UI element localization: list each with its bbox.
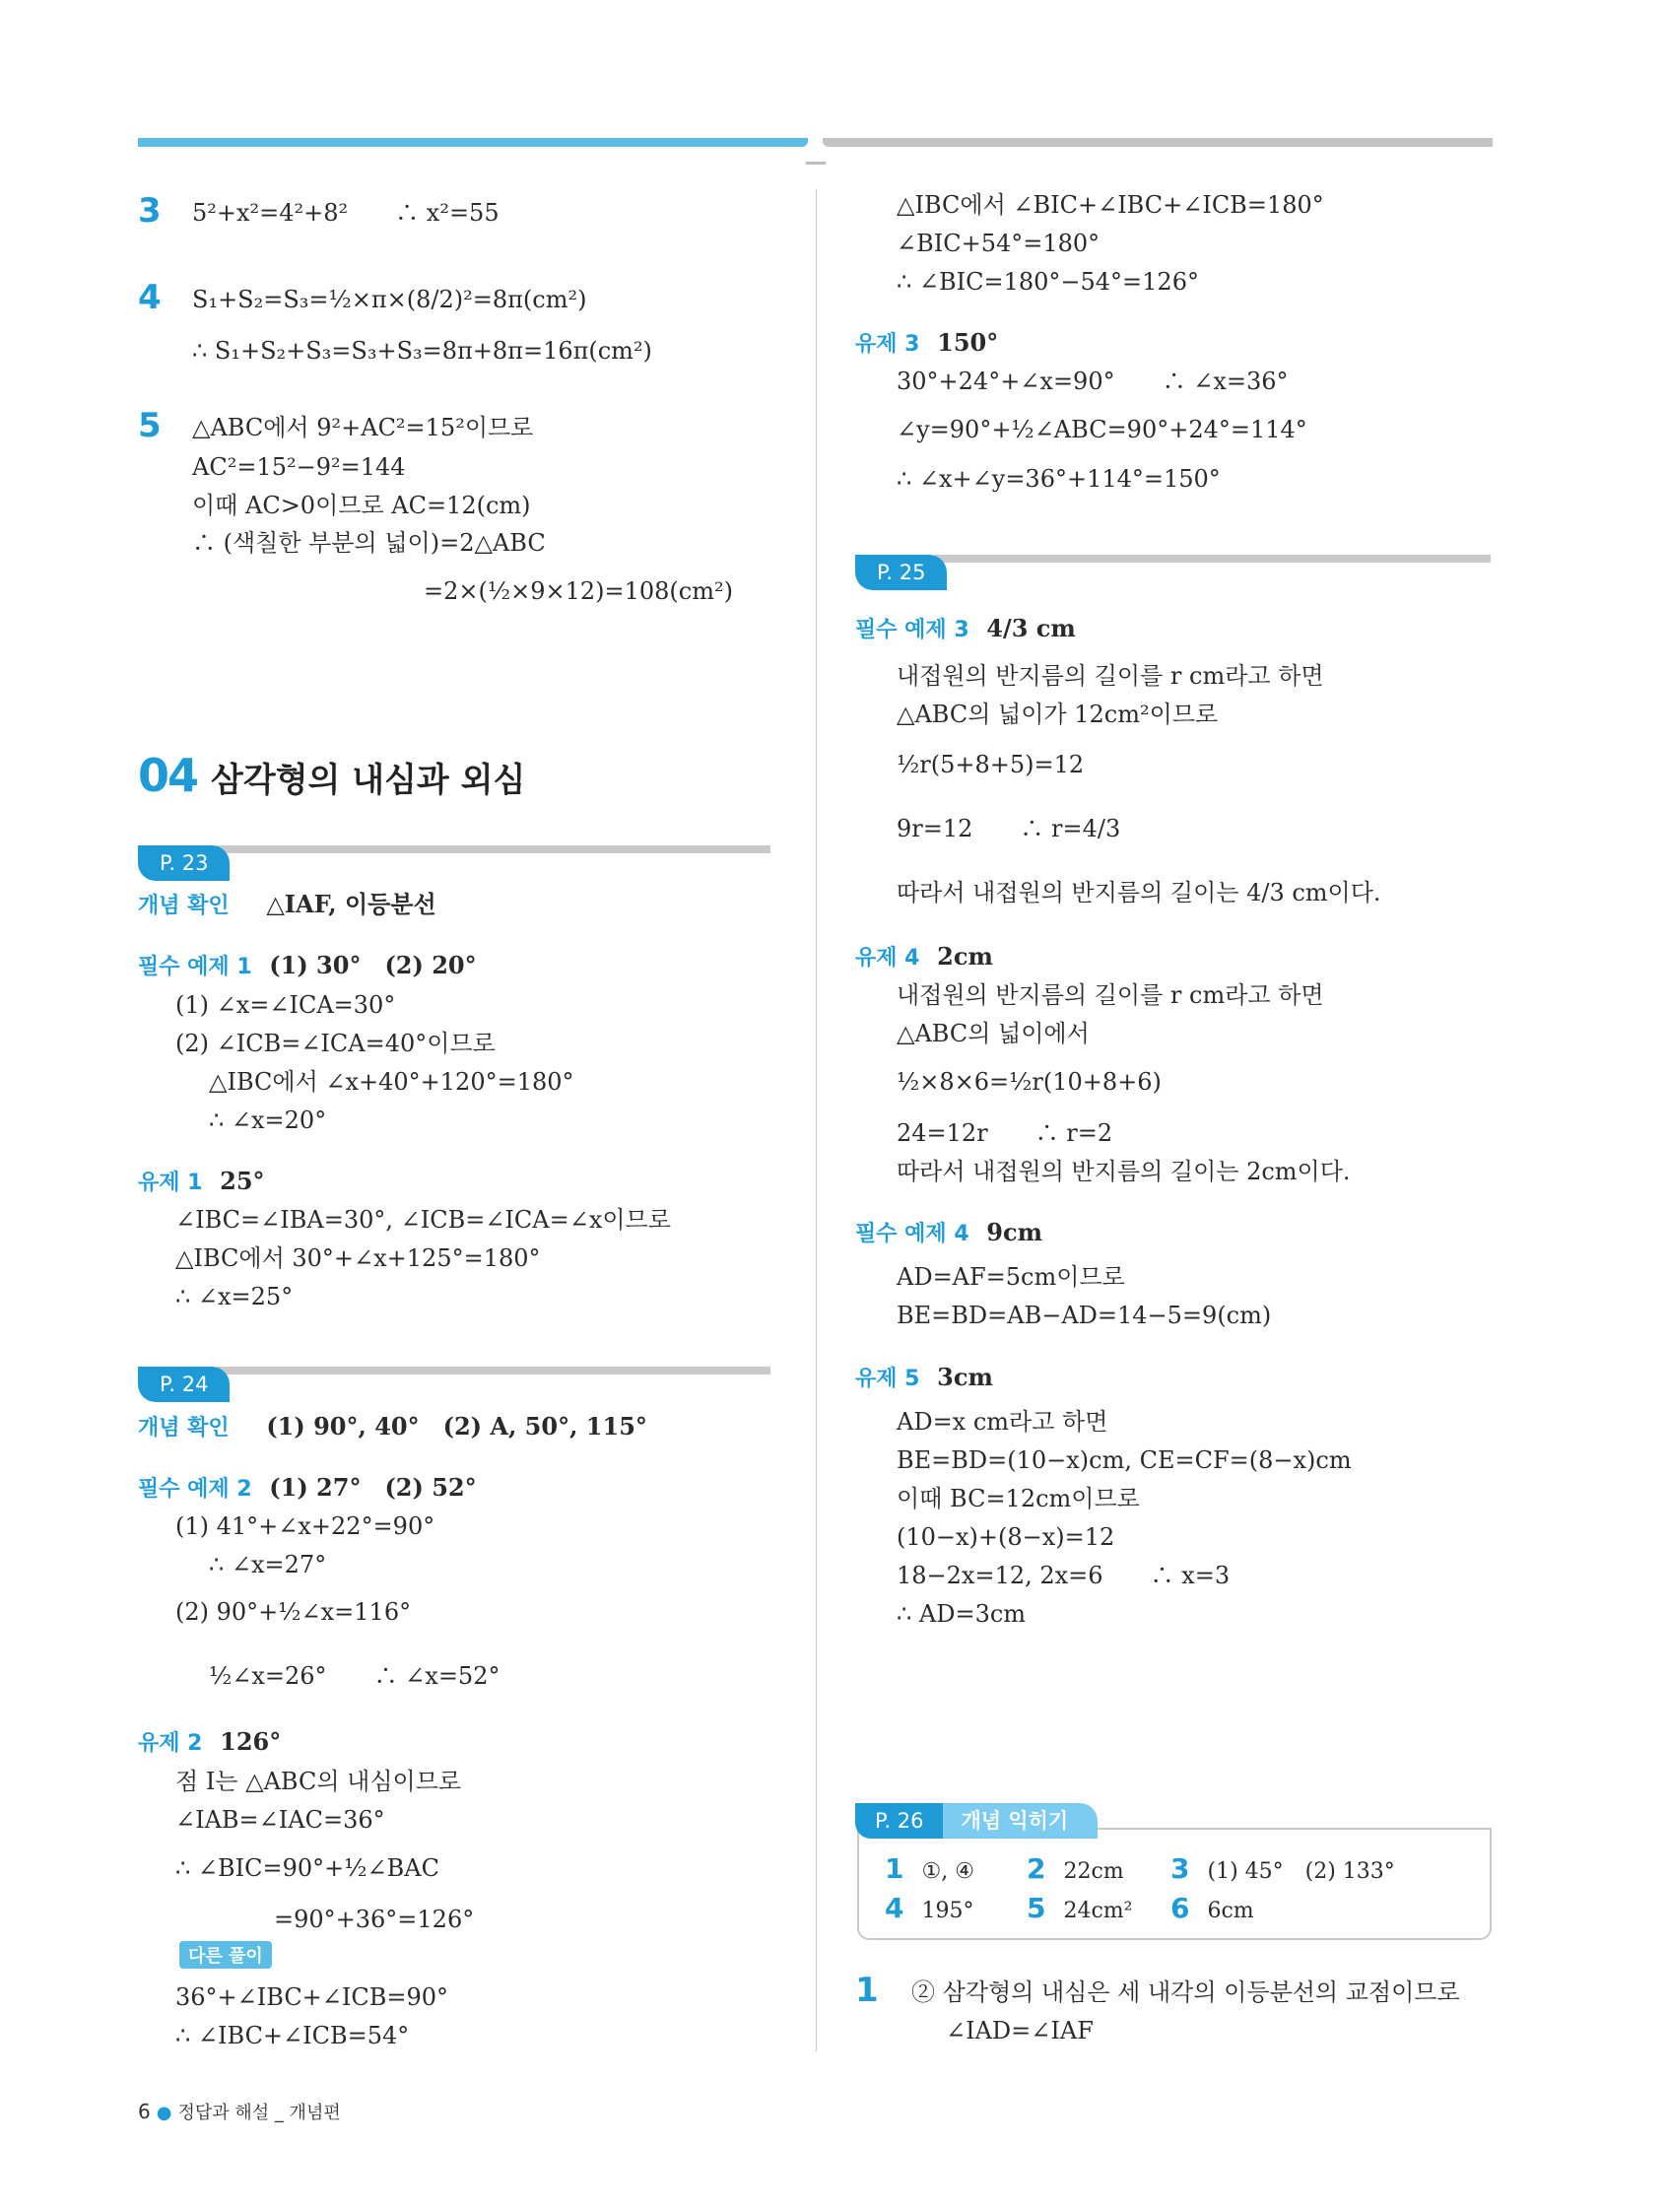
example-header [138, 950, 477, 983]
example-label: 필수 예제 4 [855, 1222, 969, 1246]
exercise-header [855, 1362, 993, 1395]
answer-item: 2 22cm [1027, 1852, 1124, 1885]
solution-line: ½r(5+8+5)=12 [897, 751, 1085, 778]
solution-line: ∠y=90°+½∠ABC=90°+24°=114° [897, 416, 1307, 443]
top-rule-right [823, 138, 1493, 147]
example-answer: 4/3 cm [986, 614, 1076, 642]
section-title-text: 삼각형의 내심과 외심 [211, 761, 526, 800]
solution-line: △ABC의 넓이에서 [897, 1020, 1090, 1047]
exercise-answer: 2cm [937, 942, 993, 971]
solution-line: △ABC의 넓이가 12cm²이므로 [897, 701, 1219, 728]
solution-line: ∴ ∠BIC=90°+½∠BAC [175, 1854, 439, 1882]
solution-line: ∴ ∠x=20° [209, 1106, 327, 1134]
example-header [855, 613, 1076, 646]
concept-check-label: 개념 확인 [138, 894, 230, 918]
solution-line: ∠IAD=∠IAF [946, 2017, 1094, 2044]
example-label: 필수 예제 2 [138, 1477, 252, 1502]
solution-line: =90°+36°=126° [274, 1906, 475, 1933]
solution-line: ∴ ∠BIC=180°−54°=126° [897, 268, 1199, 296]
example-header [855, 1217, 1042, 1250]
exercise-label: 유제 3 [855, 332, 920, 357]
exercise-answer: 3cm [937, 1363, 993, 1391]
exercise-label: 유제 2 [138, 1731, 203, 1756]
solution-line: AD=AF=5cm이므로 [897, 1263, 1125, 1291]
solution-line: ∴ ∠x=27° [209, 1551, 327, 1578]
problem-number: 4 [138, 278, 162, 317]
exercise-label: 유제 4 [855, 946, 920, 971]
solution-line: S₁+S₂=S₃=½×π×(8/2)²=8π(cm²) [192, 286, 587, 313]
solution-line: 따라서 내접원의 반지름의 길이는 2cm이다. [897, 1158, 1351, 1185]
page-badge: P. 25 [855, 555, 947, 590]
solution-line: 내접원의 반지름의 길이를 r cm라고 하면 [897, 662, 1324, 690]
answer-item: 1 ①, ④ [885, 1852, 974, 1885]
solution-line: (1) 41°+∠x+22°=90° [175, 1512, 435, 1540]
problem-number: 5 [138, 406, 162, 445]
exercise-label: 유제 1 [138, 1171, 203, 1195]
column-divider [816, 189, 817, 2051]
concept-practice-tab: 개념 익히기 [943, 1803, 1098, 1839]
example-header [138, 1472, 477, 1506]
solution-line: (1) ∠x=∠ICA=30° [175, 991, 396, 1019]
solution-line: ∴ ∠IBC+∠ICB=54° [175, 2022, 410, 2049]
exercise-answer: 150° [937, 328, 999, 357]
solution-line: △IBC에서 30°+∠x+125°=180° [175, 1244, 541, 1272]
solution-line: ∴ AD=3cm [897, 1600, 1027, 1628]
solution-line: 18−2x=12, 2x=6 ∴ x=3 [897, 1562, 1231, 1589]
footer-text: 정답과 해설 _ 개념편 [177, 2103, 341, 2123]
solution-line: ∴ S₁+S₂+S₃=S₃+S₃=8π+8π=16π(cm²) [192, 337, 652, 365]
solution-line: 5²+x²=4²+8² ∴ x²=55 [192, 199, 500, 227]
example-answer: (1) 30° (2) 20° [269, 951, 477, 979]
page-number: 6 [138, 2100, 151, 2123]
solution-line: (2) ∠ICB=∠ICA=40°이므로 [175, 1030, 496, 1057]
section-number: 04 [138, 749, 198, 802]
solution-line: ∠BIC+54°=180° [897, 230, 1101, 257]
solution-line: BE=BD=AB−AD=14−5=9(cm) [897, 1302, 1272, 1329]
solution-line: △IBC에서 ∠x+40°+120°=180° [209, 1068, 574, 1096]
example-label: 필수 예제 1 [138, 955, 252, 979]
solution-line: 따라서 내접원의 반지름의 길이는 4/3 cm이다. [897, 879, 1381, 906]
solution-line: ∠IAB=∠IAC=36° [175, 1806, 385, 1834]
page-header-rule [217, 845, 770, 853]
answer-item: 5 24cm² [1027, 1892, 1133, 1924]
solution-line: 24=12r ∴ r=2 [897, 1119, 1113, 1147]
solution-line: 36°+∠IBC+∠ICB=90° [175, 1983, 449, 2011]
example-label: 필수 예제 3 [855, 618, 969, 642]
section-title [138, 749, 525, 802]
problem-number: 3 [138, 191, 162, 231]
solution-line: 9r=12 ∴ r=4/3 [897, 815, 1121, 842]
page-header-rule [934, 555, 1491, 563]
concept-check [138, 889, 436, 922]
problem-number: 1 [855, 1971, 879, 2010]
solution-line: 30°+24°+∠x=90° ∴ ∠x=36° [897, 368, 1289, 395]
top-rule-left [138, 138, 808, 147]
concept-check-answer: △IAF, 이등분선 [266, 890, 436, 918]
concept-check [138, 1411, 647, 1444]
solution-line: (2) 90°+½∠x=116° [175, 1598, 412, 1626]
example-answer: 9cm [986, 1218, 1042, 1246]
exercise-label: 유제 5 [855, 1367, 920, 1391]
solution-line: 내접원의 반지름의 길이를 r cm라고 하면 [897, 981, 1324, 1009]
page-badge: P. 23 [138, 845, 230, 881]
answer-summary-header [855, 1803, 1098, 1839]
concept-check-answer: (1) 90°, 40° (2) A, 50°, 115° [266, 1412, 647, 1441]
other-solution-badge: 다른 풀이 [179, 1941, 272, 1969]
solution-line: =2×(½×9×12)=108(cm²) [424, 577, 733, 605]
solution-line: △ABC에서 9²+AC²=15²이므로 [192, 414, 534, 441]
solution-line: ∴ ∠x+∠y=36°+114°=150° [897, 465, 1221, 493]
solution-line: 이때 BC=12cm이므로 [897, 1485, 1140, 1512]
exercise-answer: 126° [220, 1727, 282, 1756]
exercise-answer: 25° [220, 1167, 265, 1195]
page-badge: P. 24 [138, 1367, 230, 1402]
answer-item: 4 195° [885, 1892, 974, 1924]
exercise-header [138, 1166, 265, 1199]
answer-item: 3 (1) 45° (2) 133° [1170, 1852, 1395, 1885]
solution-line: 이때 AC>0이므로 AC=12(cm) [192, 492, 531, 519]
solution-line: ½×8×6=½r(10+8+6) [897, 1068, 1162, 1096]
solution-line: ② 삼각형의 내심은 세 내각의 이등분선의 교점이므로 [911, 1978, 1460, 2006]
solution-line: AD=x cm라고 하면 [897, 1408, 1108, 1436]
page-footer [138, 2099, 341, 2124]
example-answer: (1) 27° (2) 52° [269, 1473, 477, 1502]
page-header-rule [217, 1367, 770, 1374]
solution-line: AC²=15²−9²=144 [192, 453, 406, 481]
exercise-header [138, 1726, 281, 1760]
solution-line: ∴ (색칠한 부분의 넓이)=2△ABC [192, 529, 546, 557]
page-badge: P. 26 [855, 1803, 943, 1839]
concept-check-label: 개념 확인 [138, 1416, 230, 1441]
bullet-dot-icon: ● [156, 2103, 172, 2123]
solution-line: ½∠x=26° ∴ ∠x=52° [209, 1662, 500, 1690]
solution-line: △IBC에서 ∠BIC+∠IBC+∠ICB=180° [897, 191, 1324, 219]
answer-item: 6 6cm [1170, 1892, 1254, 1924]
solution-line: BE=BD=(10−x)cm, CE=CF=(8−x)cm [897, 1446, 1352, 1474]
exercise-header [855, 941, 993, 974]
solution-line: 점 I는 △ABC의 내심이므로 [175, 1768, 462, 1795]
solution-line: ∴ ∠x=25° [175, 1283, 294, 1310]
solution-line: (10−x)+(8−x)=12 [897, 1523, 1115, 1551]
solution-line: ∠IBC=∠IBA=30°, ∠ICB=∠ICA=∠x이므로 [175, 1206, 671, 1234]
exercise-header [855, 327, 998, 361]
